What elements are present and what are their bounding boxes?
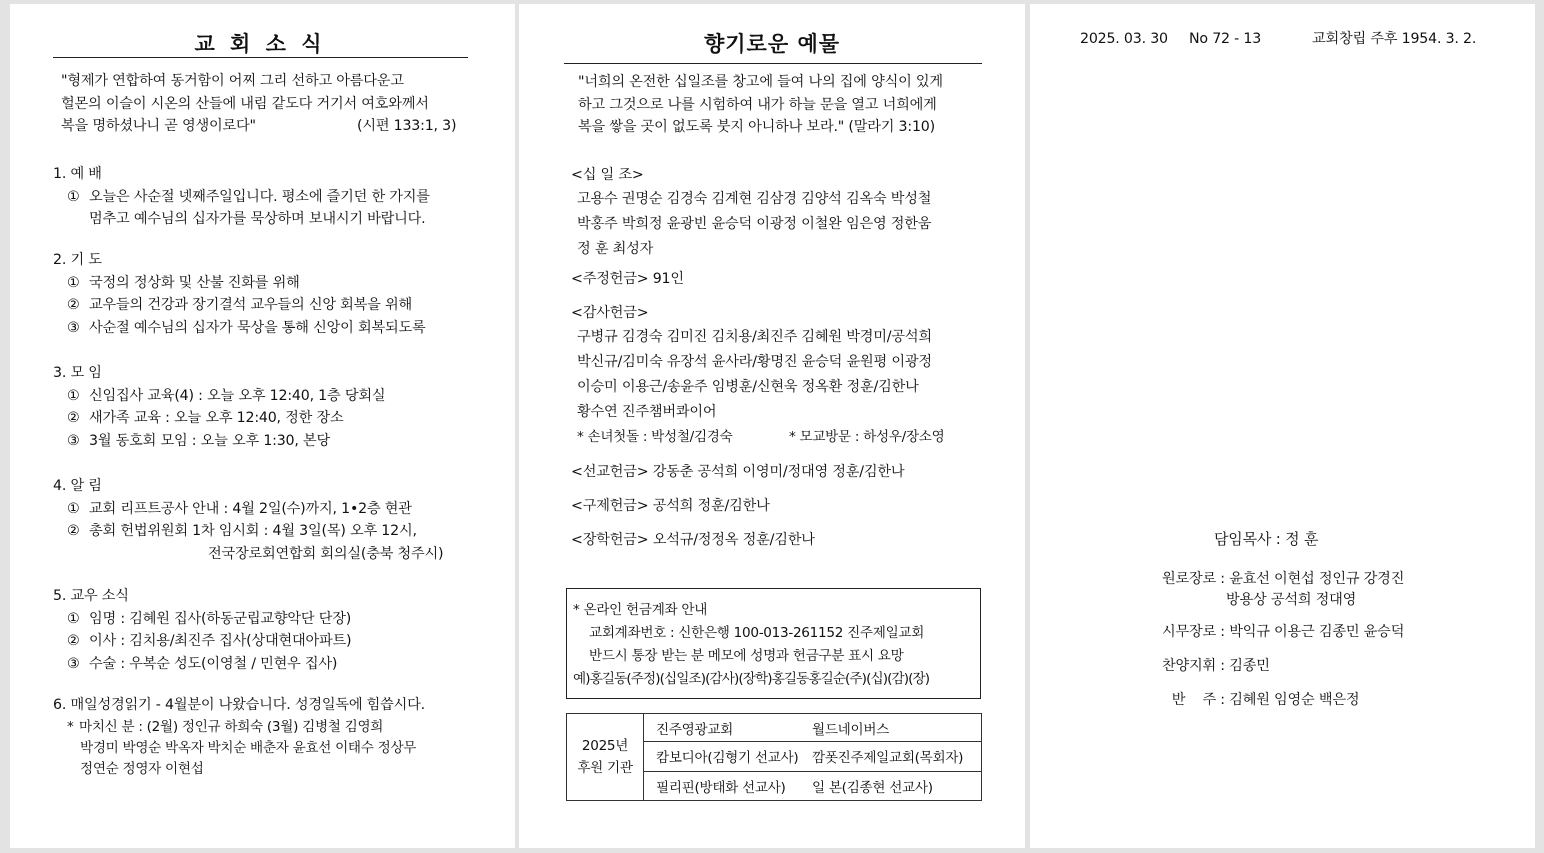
issue-number: No 72 - 13 (1189, 31, 1262, 47)
list-item: ③ 3월 동호회 모임 : 오늘 오후 1:30, 본당 (67, 432, 331, 449)
verse-reference: (시편 133:1, 3) (357, 118, 457, 134)
list-item: ② 총회 헌법위원회 1차 임시회 : 4월 3일(목) 오후 12시, (67, 523, 417, 539)
list-item: ② 새가족 교육 : 오늘 오후 12:40, 정한 장소 (67, 410, 344, 426)
section-title: 6. 매일성경읽기 - 4월분이 나왔습니다. 성경일독에 힘씁시다. (53, 697, 425, 713)
support-table (566, 713, 982, 801)
mission-offering: <선교헌금> 강동춘 공석희 이영미/정대영 정훈/김한나 (571, 464, 905, 480)
name-line: 고용수 권명순 김경숙 김계현 김삼경 김양석 김옥숙 박성철 (577, 190, 932, 207)
title-underline (564, 63, 982, 64)
section-title: 3. 모 임 (53, 365, 102, 381)
name-line: 황수연 진주챔버콰이어 (577, 403, 717, 420)
section-title: 1. 예 배 (53, 166, 102, 182)
list-item: ① 오늘은 사순절 넷째주일입니다. 평소에 즐기던 한 가지를 (67, 188, 430, 205)
right-panel (1030, 4, 1535, 848)
name-line: 구병규 김경숙 김미진 김치용/최진주 김혜원 박경미/공석희 (577, 328, 932, 345)
section-member-news (53, 585, 351, 675)
verse (578, 71, 943, 139)
support-row: 캄보디아(김형기 선교사) 깜폿진주제일교회(목회자) (644, 742, 982, 771)
staff-row: 시무장로 : 박익규 이용근 김종민 윤승덕 (1161, 624, 1405, 640)
section-title: 5. 교우 소식 (53, 588, 129, 604)
name-line: 정 훈 최성자 (577, 240, 654, 257)
section-bible-reading (53, 694, 425, 780)
support-row: 진주영광교회 월드네이버스 (644, 714, 982, 742)
section-title: <십 일 조> (571, 167, 644, 183)
list-item: ③ 사순절 예수님의 십자가 묵상을 통해 신앙이 회복되도록 (67, 319, 426, 336)
verse-line: "너희의 온전한 십일조를 창고에 들여 나의 집에 양식이 있게 (578, 74, 943, 90)
list-item-continued: 박경미 박영순 박옥자 박치순 배춘자 윤효선 이태수 정상무 (80, 739, 417, 756)
section-meetings (53, 362, 385, 452)
section-title: <감사헌금> (571, 305, 649, 321)
pastor-line: 담임목사 : 정 훈 (1214, 530, 1319, 548)
verse-line: 헐몬의 이슬이 시온의 산들에 내림 같도다 거기서 여호와께서 (61, 95, 429, 112)
name-line: 박홍주 박희정 윤광빈 윤승덕 이광정 이철완 임은영 정한움 (577, 215, 932, 232)
middle-panel (519, 4, 1025, 848)
scholarship-offering: <장학헌금> 오석규/정정옥 정훈/김한나 (571, 532, 815, 548)
verse-line: "형제가 연합하여 동거함이 어찌 그리 선하고 아름다운고 (61, 73, 404, 89)
list-item: ① 국정의 정상화 및 산불 진화를 위해 (67, 274, 300, 291)
memo-line: 반드시 통장 받는 분 메모에 성명과 헌금구분 표시 요망 (589, 648, 904, 664)
list-item: ③ 수술 : 우복순 성도(이영철 / 민현우 집사) (67, 655, 338, 672)
section-title: 2. 기 도 (53, 252, 102, 268)
list-item-continued: 전국장로회연합회 회의실(충북 청주시) (208, 545, 444, 562)
relief-offering: <구제헌금> 공석희 정훈/김한나 (571, 498, 770, 514)
list-item-continued: 정연순 정영자 이현섭 (80, 760, 204, 777)
name-line: 박신규/김미숙 유장석 윤사라/황명진 윤승덕 윤원평 이광정 (577, 353, 932, 370)
support-label: 2025년 후원 기관 (567, 714, 644, 801)
list-item: * 마치신 분 : (2월) 정인규 하희숙 (3월) 김병철 김영희 (67, 718, 384, 735)
staff-row: 원로장로 : 윤효선 이현섭 정인규 강경진 (1161, 571, 1405, 587)
list-item: ② 이사 : 김치용/최진주 집사(상대현대아파트) (67, 633, 352, 649)
name-line: 이승미 이용근/송윤주 임병훈/신현욱 정옥환 정훈/김한나 (577, 378, 919, 395)
weekly-offering: <주정헌금> 91인 (571, 271, 684, 287)
list-item: ① 교회 리프트공사 안내 : 4월 2일(수)까지, 1•2층 현관 (67, 500, 412, 517)
title-underline (53, 57, 468, 58)
founding-date: 교회창립 주후 1954. 3. 2. (1312, 31, 1477, 47)
example-line: 예)홍길동(주정)(십일조)(감사)(장학)홍길동홍길순(주)(십)(감)(장) (573, 671, 930, 687)
section-worship (53, 163, 430, 231)
verse-line: 복을 명하셨나니 곧 영생이로다" (시편 133:1, 3) (61, 115, 429, 138)
verse (61, 70, 457, 138)
verse-line: 하고 그것으로 나를 시험하여 내가 하늘 문을 열고 너희에게 (578, 96, 937, 113)
section-prayer (53, 249, 425, 339)
tithe-section (571, 164, 931, 262)
staff-row: 반 주 : 김혜원 임영순 백은정 (1171, 692, 1360, 708)
section-notices (53, 475, 443, 565)
offering-title: 향기로운 예물 (703, 32, 841, 56)
account-line: 교회계좌번호 : 신한은행 100-013-261152 진주제일교회 (589, 625, 925, 641)
list-item: ② 교우들의 건강과 장기결석 교우들의 신앙 회복을 위해 (67, 297, 412, 313)
staff-row: 찬양지휘 : 김종민 (1161, 658, 1270, 674)
online-account-box (566, 588, 981, 699)
left-panel (10, 4, 515, 848)
thanks-notes: * 손녀첫돌 : 박성철/김경숙 * 모교방문 : 하성우/장소영 (577, 428, 945, 445)
thanks-section (571, 302, 944, 450)
bulletin-date: 2025. 03. 30 (1080, 31, 1168, 47)
online-box-title: * 온라인 헌금계좌 안내 (573, 602, 708, 618)
list-item-continued: 멈추고 예수님의 십자가를 묵상하며 보내시기 바랍니다. (89, 211, 426, 227)
verse-line: 복을 쌓을 곳이 없도록 붓지 아니하나 보라." (말라기 3:10) (578, 119, 935, 135)
support-row: 필리핀(방태화 선교사) 일 본(김종현 선교사) (644, 771, 982, 800)
staff-row-continued: 방용상 공석희 정대영 (1226, 592, 1357, 608)
section-title: 4. 알 림 (53, 478, 102, 494)
list-item: ① 신임집사 교육(4) : 오늘 오후 12:40, 1층 당회실 (67, 387, 386, 404)
list-item: ① 임명 : 김혜원 집사(하동군립교향악단 단장) (67, 610, 352, 627)
church-news-title: 교 회 소 식 (194, 32, 326, 56)
